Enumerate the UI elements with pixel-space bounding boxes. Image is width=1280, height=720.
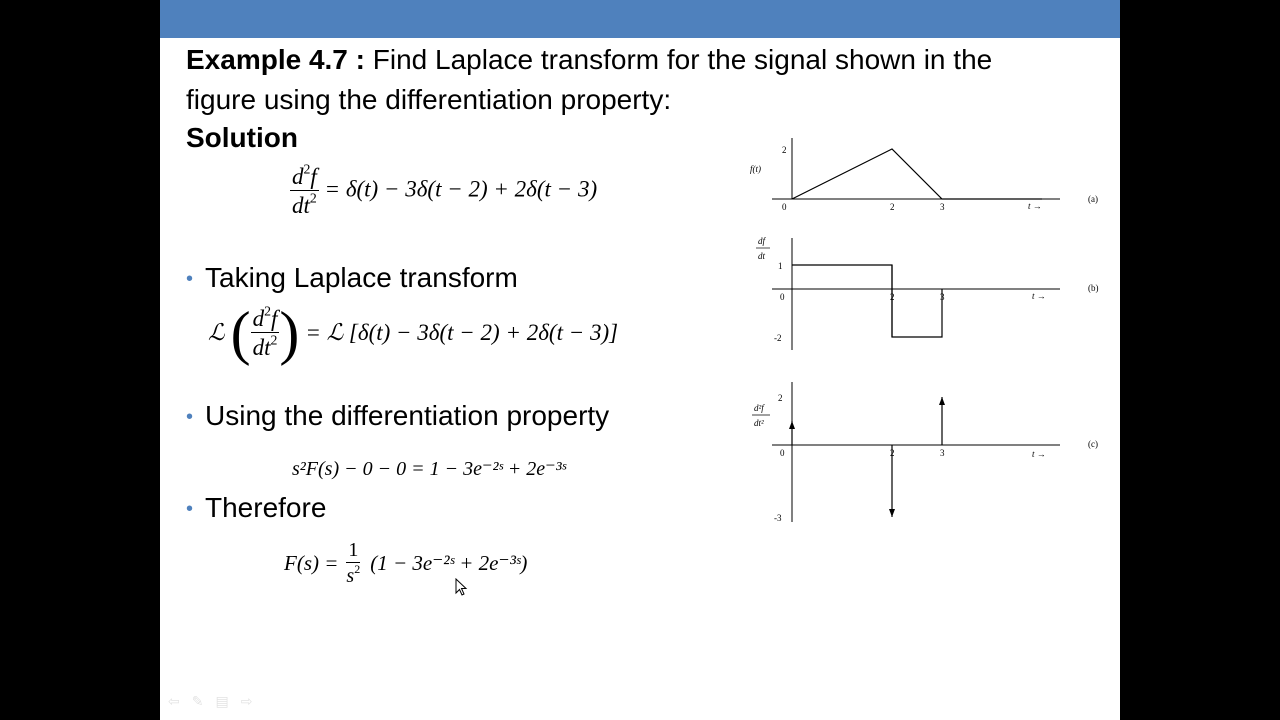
fig-c-panel-label: (c): [1088, 439, 1098, 449]
fig-b-signal: [792, 265, 942, 337]
title-line2: figure using the differentiation property:: [186, 84, 672, 115]
bullet-dot-2: •: [186, 406, 194, 428]
fig-c-xtick: 3: [940, 448, 945, 458]
eq1-fraction: $\frac{d^2f}{dt^2}$: [292, 161, 317, 218]
left-paren: (: [230, 300, 251, 366]
eq4-lhs: F(s) =: [284, 550, 339, 575]
fig-a-xtick: 2: [890, 202, 895, 212]
bullet-dot-3: •: [186, 498, 194, 520]
fig-b-ytick: -2: [774, 333, 782, 343]
fig-a-xtick: 3: [940, 202, 945, 212]
equation-1: [290, 161, 598, 218]
fig-b-panel-label: (b): [1088, 283, 1099, 293]
forward-arrow-icon[interactable]: ⇨: [240, 693, 253, 709]
fig-c-xtick: 0: [780, 448, 785, 458]
slideshow-nav: [168, 693, 252, 710]
example-label: Example 4.7 :: [186, 44, 365, 75]
fig-b-xtick: 3: [940, 292, 945, 302]
eq4-fraction: $\frac{1}{s^2}$: [346, 539, 361, 587]
title-line1-start: Find Laplace transform for the signal shown in the: [372, 44, 993, 75]
back-arrow-icon[interactable]: ⇦: [168, 693, 180, 709]
fig-c-impulse-arrowhead: [889, 509, 895, 517]
bullet-dot-1: •: [186, 268, 194, 290]
fig-b-xlabel: t →: [1032, 291, 1046, 301]
bullet-1-text: Taking Laplace transform: [205, 262, 518, 293]
fig-c-ytick: -3: [774, 513, 782, 523]
fig-c-impulse-arrowhead: [939, 397, 945, 405]
fig-c-xtick: 2: [890, 448, 895, 458]
eq2-rhs: = ℒ [δ(t) − 3δ(t − 2) + 2δ(t − 3)]: [305, 320, 619, 345]
menu-icon[interactable]: ▤: [215, 693, 229, 709]
equation-2: [208, 300, 619, 366]
fig-a-ylabel: f(t): [750, 164, 761, 174]
mouse-cursor-icon: [455, 578, 469, 598]
fig-a-panel-label: (a): [1088, 194, 1098, 204]
equation-3: s²F(s) − 0 − 0 = 1 − 3e⁻²ˢ + 2e⁻³ˢ: [292, 458, 566, 480]
fig-c-xlabel: t →: [1032, 449, 1046, 459]
fig-c-impulse-arrowhead: [789, 421, 795, 429]
fig-c-ytick: 2: [778, 393, 783, 403]
eq2-fraction: $\frac{d^2f}{dt^2}$: [252, 303, 278, 360]
figure-b: [756, 236, 1099, 350]
eq4-rhs: (1 − 3e⁻²ˢ + 2e⁻³ˢ): [370, 550, 528, 575]
fig-a-xtick: 0: [782, 202, 787, 212]
equation-4: [284, 540, 527, 586]
bullet-2-text: Using the differentiation property: [205, 400, 610, 431]
slide: [160, 0, 1120, 720]
right-paren: ): [279, 300, 300, 366]
fig-b-xtick: 0: [780, 292, 785, 302]
pen-icon[interactable]: ✎: [191, 693, 204, 709]
fig-a-xlabel: t →: [1028, 201, 1042, 211]
figure-a: [750, 138, 1098, 212]
eq1-rhs: = δ(t) − 3δ(t − 2) + 2δ(t − 3): [324, 176, 598, 202]
fig-a-ytick: 2: [782, 145, 787, 155]
fig-b-ylabel-num: df: [758, 236, 766, 246]
slide-title: [186, 40, 1104, 120]
fig-c-ylabel-den: dt²: [754, 418, 764, 428]
laplace-symbol: ℒ: [208, 320, 225, 345]
fig-b-xtick: 2: [890, 292, 895, 302]
figure-c: [752, 382, 1098, 523]
bullet-3-text: Therefore: [205, 492, 327, 523]
fig-b-ylabel-den: dt: [758, 251, 766, 261]
fig-a-signal: [792, 149, 1042, 199]
fig-b-ytick: 1: [778, 261, 783, 271]
signal-figures: [740, 130, 1110, 530]
solution-heading: Solution: [186, 122, 298, 153]
header-bar: [160, 0, 1120, 38]
fig-c-ylabel-num: d²f: [754, 403, 764, 413]
